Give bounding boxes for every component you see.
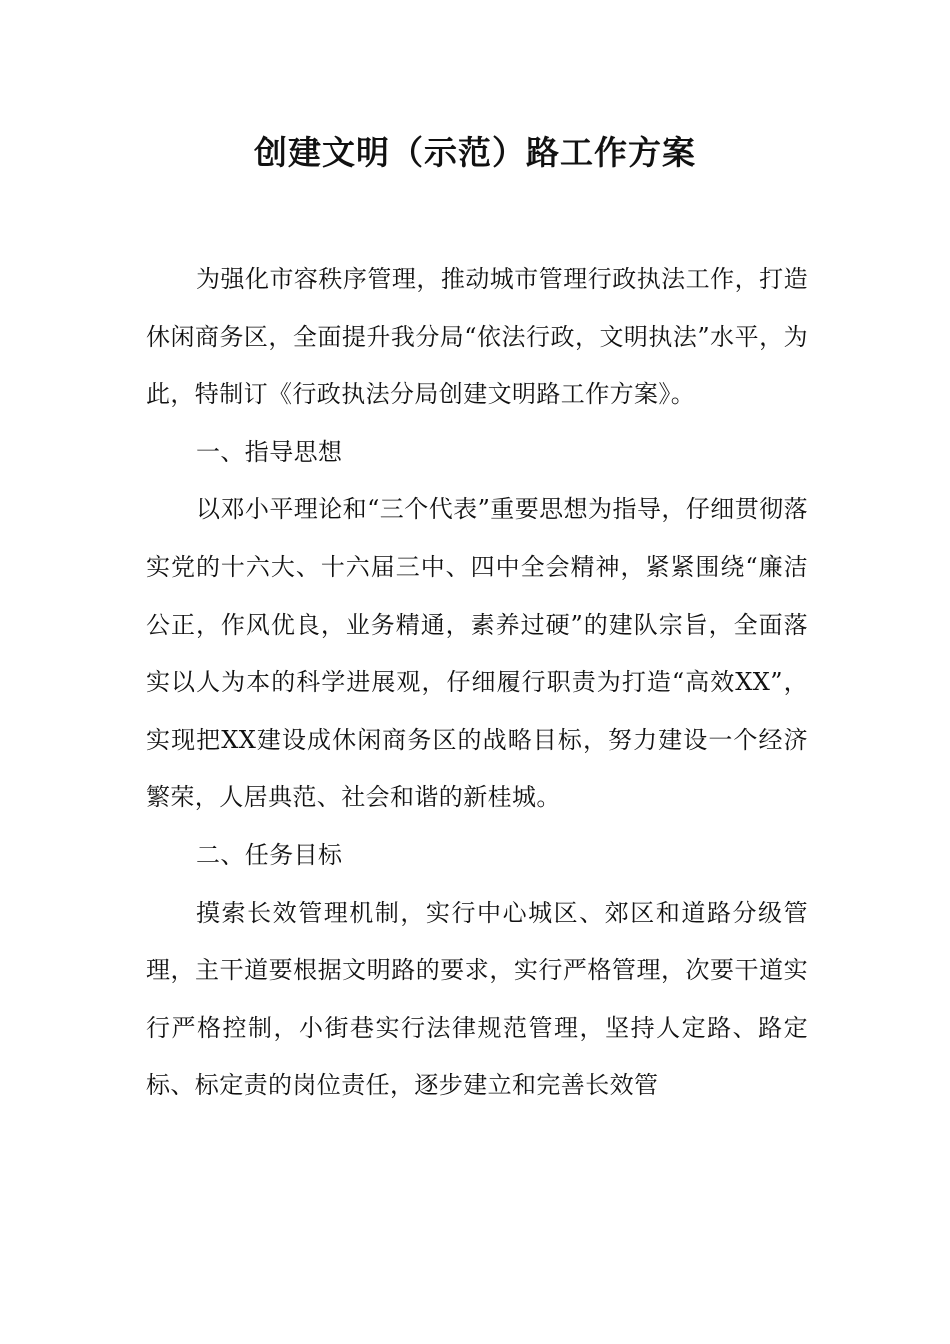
task-goals-paragraph: 摸索长效管理机制，实行中心城区、郊区和道路分级管理，主干道要根据文明路的要求，实行严格管理，次要干道实行严格控制，小街巷实行法律规范管理，坚持人定路、路定标、标定责的岗位责任，逐步建立和完善长效管 — [146, 898, 808, 1100]
section-heading-task-goals: 二、任务目标 — [196, 840, 343, 869]
section-heading-guiding-ideology: 一、指导思想 — [196, 437, 343, 466]
document-title: 创建文明（示范）路工作方案 — [254, 133, 696, 172]
guiding-ideology-paragraph: 以邓小平理论和“三个代表”重要思想为指导，仔细贯彻落实党的十六大、十六届三中、四中全会精神，紧紧围绕“廉洁公正，作风优良，业务精通，素养过硬”的建队宗旨，全面落实以人为本的科学进展观，仔细履行职责为打造“高效XX”，实现把XX建设成休闲商务区的战略目标，努力建设一个经济繁荣，人居典范、社会和谐的新桂城。 — [146, 495, 808, 812]
intro-paragraph: 为强化市容秩序管理，推动城市管理行政执法工作，打造休闲商务区，全面提升我分局“依法行政，文明执法”水平，为此，特制订《行政执法分局创建文明路工作方案》。 — [146, 265, 808, 409]
document-body — [146, 251, 808, 1115]
